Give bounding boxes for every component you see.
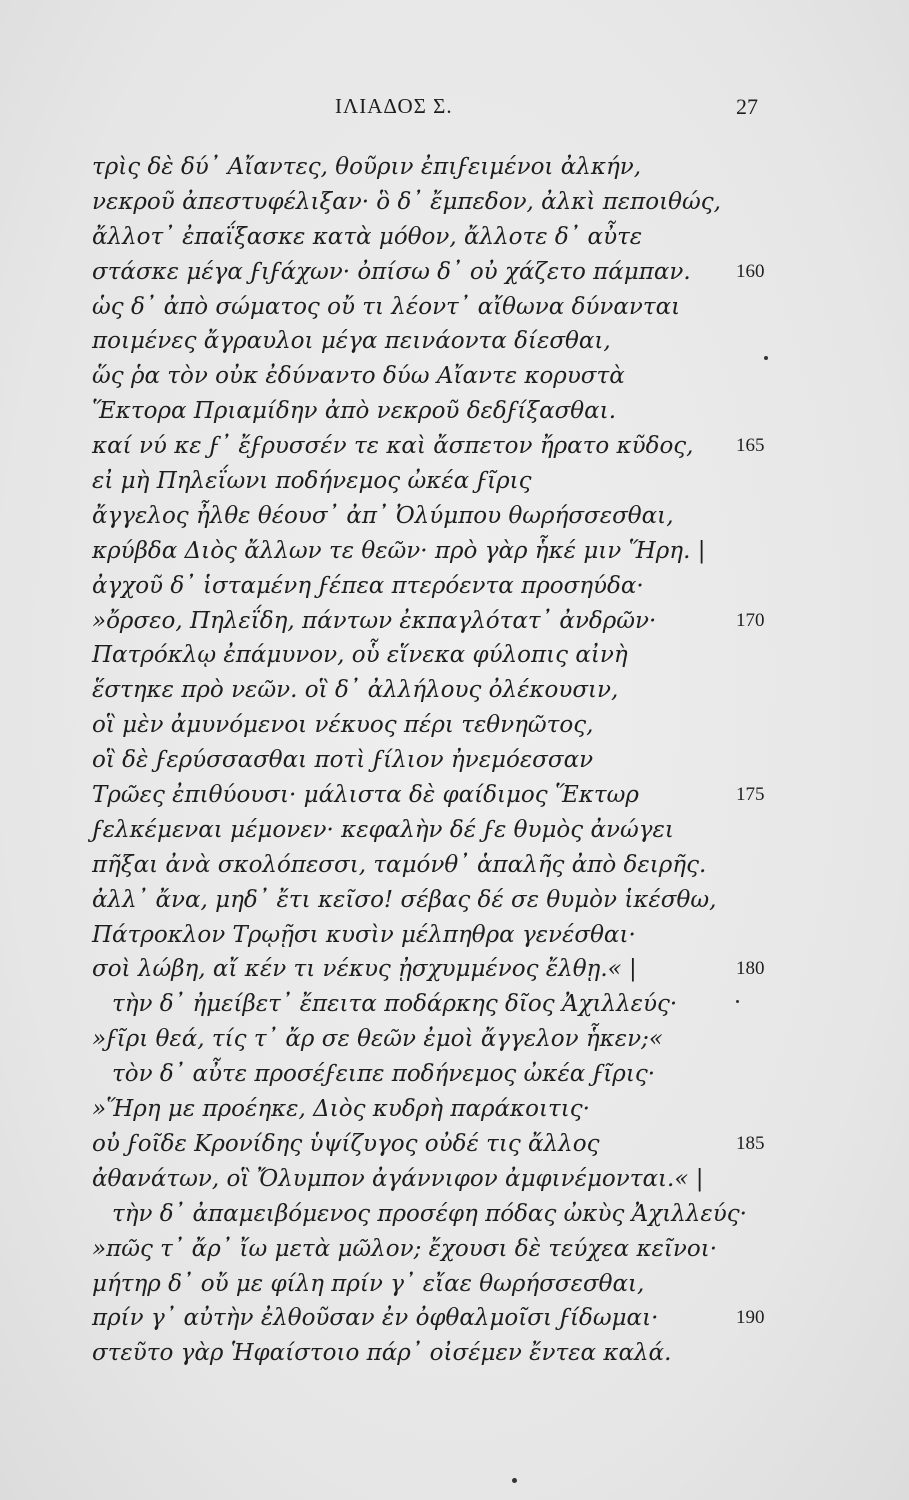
- line-number: 180: [736, 958, 765, 980]
- verse-text: οἳ δὲ ϝερύσσασθαι ποτὶ ϝίλιον ἠνεμόεσσαν: [92, 747, 594, 774]
- verse-text: κρύβδα Διὸς ἄλλων τε θεῶν· πρὸ γὰρ ἧκέ μιν Ἥρη. |: [92, 537, 706, 564]
- verse-line: [0, 1092, 909, 1127]
- verse-line: [0, 255, 909, 290]
- verse-text: »Ἥρη με προέηκε, Διὸς κυδρὴ παράκοιτις·: [92, 1096, 590, 1123]
- verse-list: [0, 150, 909, 1371]
- verse-line: [0, 1336, 909, 1371]
- ink-speck: [512, 1478, 517, 1483]
- verse-text: οἳ μὲν ἀμυνόμενοι νέκυος πέρι τεθνηῶτος,: [92, 712, 594, 739]
- verse-line: [0, 987, 909, 1022]
- verse-line: [0, 883, 909, 918]
- verse-line: [0, 1197, 909, 1232]
- verse-text: ἀθανάτων, οἳ Ὄλυμπον ἀγάννιφον ἀμφινέμονται.« |: [92, 1165, 704, 1192]
- verse-line: [0, 952, 909, 987]
- verse-line: [0, 1232, 909, 1267]
- verse-text: τὴν δ᾽ ἠμείβετ᾽ ἔπειτα ποδάρκης δῖος Ἀχιλλεύς·: [112, 991, 678, 1018]
- verse-text: καί νύ κε ϝ᾽ ἔϝρυσσέν τε καὶ ἄσπετον ἤρατο κῦδος,: [92, 433, 694, 460]
- verse-text: οὐ ϝοῖδε Κρονίδης ὑψίζυγος οὐδέ τις ἄλλος: [92, 1130, 600, 1157]
- line-number: 170: [736, 609, 765, 631]
- verse-line: [0, 918, 909, 953]
- verse-text: τὸν δ᾽ αὖτε προσέϝειπε ποδήνεμος ὠκέα ϝῖρις·: [112, 1061, 656, 1088]
- verse-text: ποιμένες ἄγραυλοι μέγα πεινάοντα δίεσθαι,: [92, 328, 611, 355]
- verse-text: μήτηρ δ᾽ οὔ με φίλη πρίν γ᾽ εἴαε θωρήσσεσθαι,: [92, 1270, 645, 1297]
- verse-text: »πῶς τ᾽ ἄρ᾽ ἴω μετὰ μῶλον; ἔχουσι δὲ τεύχεα κεῖνοι·: [92, 1235, 718, 1262]
- verse-line: [0, 185, 909, 220]
- verse-line: [0, 848, 909, 883]
- verse-line: [0, 1057, 909, 1092]
- verse-text: ἄγγελος ἦλθε θέουσ᾽ ἀπ᾽ Ὀλύμπου θωρήσσεσθαι,: [92, 502, 674, 529]
- verse-line: [0, 743, 909, 778]
- verse-text: στάσκε μέγα ϝιϝάχων· ὀπίσω δ᾽ οὐ χάζετο πάμπαν.: [92, 258, 691, 285]
- running-head: [0, 94, 909, 124]
- line-number: 160: [736, 260, 765, 282]
- verse-text: πρίν γ᾽ αὐτὴν ἐλθοῦσαν ἐν ὀφθαλμοῖσι ϝίδωμαι·: [92, 1305, 659, 1332]
- verse-line: [0, 394, 909, 429]
- verse-text: τρὶς δὲ δύ᾽ Αἴαντες, θοῦριν ἐπιϝειμένοι ἀλκήν,: [92, 154, 642, 180]
- line-number: 185: [736, 1132, 765, 1154]
- verse-text: πῆξαι ἀνὰ σκολόπεσσι, ταμόνθ᾽ ἁπαλῆς ἀπὸ δειρῆς.: [92, 851, 707, 878]
- verse-line: [0, 638, 909, 673]
- page-number: 27: [736, 94, 758, 119]
- verse-text: ὥς ῥα τὸν οὐκ ἐδύναντο δύω Αἴαντε κορυστὰ: [92, 363, 625, 390]
- verse-text: Πατρόκλῳ ἐπάμυνον, οὗ εἵνεκα φύλοπις αἰνὴ: [92, 642, 628, 669]
- verse-text: »ὄρσεο, Πηλεΐδη, πάντων ἐκπαγλότατ᾽ ἀνδρῶν·: [92, 607, 657, 634]
- verse-line: [0, 569, 909, 604]
- verse-line: [0, 1267, 909, 1302]
- verse-text: νεκροῦ ἀπεστυφέλιξαν· ὃ δ᾽ ἔμπεδον, ἀλκὶ πεποιθώς,: [92, 188, 721, 215]
- verse-text: Ἕκτορα Πριαμίδην ἀπὸ νεκροῦ δεδϝίξασθαι.: [92, 398, 617, 425]
- verse-line: [0, 673, 909, 708]
- verse-line: [0, 604, 909, 639]
- verse-line: [0, 1301, 909, 1336]
- verse-line: [0, 778, 909, 813]
- verse-text: »ϝῖρι θεά, τίς τ᾽ ἄρ σε θεῶν ἐμοὶ ἄγγελον ἧκεν;«: [92, 1026, 663, 1053]
- verse-text: ἄλλοτ᾽ ἐπαΐξασκε κατὰ μόθον, ἄλλοτε δ᾽ αὖτε: [92, 223, 643, 250]
- verse-line: [0, 429, 909, 464]
- verse-text: ϝελκέμεναι μέμονεν· κεφαλὴν δέ ϝε θυμὸς ἀνώγει: [92, 816, 674, 843]
- line-number: 175: [736, 784, 765, 806]
- verse-line: [0, 220, 909, 255]
- verse-text: ἀλλ᾽ ἄνα, μηδ᾽ ἔτι κεῖσο! σέβας δέ σε θυμὸν ἱκέσθω,: [92, 886, 717, 913]
- running-head-title: ΙΛΙΑΔΟΣ Σ.: [335, 94, 453, 118]
- verse-line: [0, 324, 909, 359]
- verse-text: εἰ μὴ Πηλεΐωνι ποδήνεμος ὠκέα ϝῖρις: [92, 468, 532, 495]
- verse-text: ἕστηκε πρὸ νεῶν. οἳ δ᾽ ἀλλήλους ὀλέκουσιν,: [92, 677, 619, 704]
- verse-line: [0, 359, 909, 394]
- verse-text: σοὶ λώβη, αἴ κέν τι νέκυς ᾐσχυμμένος ἔλθῃ.« |: [92, 956, 637, 983]
- verse-line: [0, 1162, 909, 1197]
- line-number: 190: [736, 1307, 765, 1329]
- verse-text: ὡς δ᾽ ἀπὸ σώματος οὔ τι λέοντ᾽ αἴθωνα δύνανται: [92, 293, 681, 320]
- verse-line: [0, 499, 909, 534]
- verse-line: [0, 1127, 909, 1162]
- verse-line: [0, 290, 909, 325]
- verse-line: [0, 813, 909, 848]
- verse-line: [0, 464, 909, 499]
- verse-line: [0, 150, 909, 185]
- verse-text: Τρῶες ἐπιθύουσι· μάλιστα δὲ φαίδιμος Ἕκτωρ: [92, 782, 639, 809]
- line-number: 165: [736, 435, 765, 457]
- verse-line: [0, 1022, 909, 1057]
- verse-line: [0, 534, 909, 569]
- ink-speck: [764, 356, 768, 360]
- verse-text: τὴν δ᾽ ἀπαμειβόμενος προσέφη πόδας ὠκὺς Ἀχιλλεύς·: [112, 1200, 747, 1227]
- verse-line: [0, 708, 909, 743]
- verse-text: Πάτροκλον Τρῳῇσι κυσὶν μέλπηθρα γενέσθαι·: [92, 921, 636, 948]
- verse-text: ἀγχοῦ δ᾽ ἱσταμένη ϝέπεα πτερόεντα προσηύδα·: [92, 572, 644, 599]
- verse-text: στεῦτο γὰρ Ἡφαίστοιο πάρ᾽ οἰσέμεν ἔντεα καλά.: [92, 1340, 672, 1367]
- ink-speck: [736, 1000, 739, 1003]
